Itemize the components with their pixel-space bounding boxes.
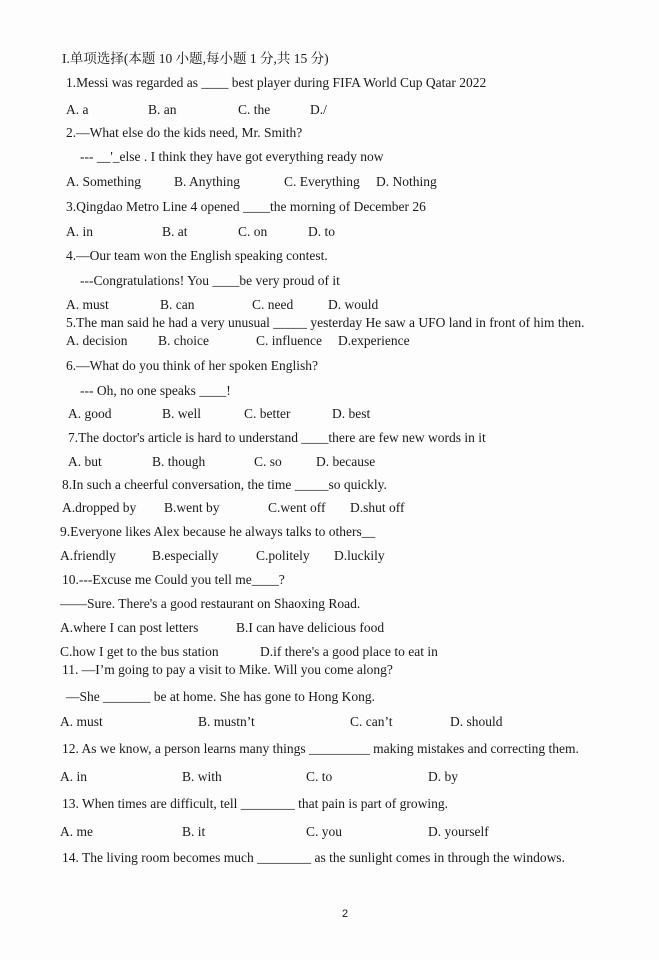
option-a: A. Something	[66, 174, 142, 189]
option-c: C. you	[306, 824, 343, 839]
option-a: A.dropped by	[62, 500, 137, 515]
question-3-stem: 3.Qingdao Metro Line 4 opened ____the morning of December 26	[66, 199, 426, 214]
option-d: D. because	[316, 454, 376, 469]
option-c: C. the	[238, 102, 271, 117]
option-c: C. to	[306, 769, 333, 784]
option-a: A. in	[66, 224, 93, 239]
option-a: A. must	[60, 714, 103, 729]
page-number: 2	[342, 908, 349, 920]
option-a: A. but	[68, 454, 102, 469]
option-a: A. decision	[66, 333, 128, 348]
option-d: D. would	[328, 297, 379, 312]
option-c: C. so	[254, 454, 282, 469]
question-2-stem: 2.—What else do the kids need, Mr. Smith?	[66, 125, 303, 140]
question-2-reply: --- __'_else . I think they have got everything ready now	[80, 149, 384, 164]
option-a: A.friendly	[60, 548, 116, 563]
question-8-stem: 8.In such a cheerful conversation, the time _____so quickly.	[62, 477, 387, 492]
option-d: D. should	[450, 714, 503, 729]
option-d: D. yourself	[428, 824, 489, 839]
option-b: B.went by	[164, 500, 220, 515]
option-d: D.experience	[338, 333, 410, 348]
option-c: C.went off	[268, 500, 326, 515]
question-10-stem: 10.---Excuse me Could you tell me____?	[62, 572, 285, 587]
option-d: D.shut off	[350, 500, 405, 515]
question-5-stem: 5.The man said he had a very unusual _____ yesterday He saw a UFO land in front of him then.	[66, 315, 585, 330]
option-a: A. me	[60, 824, 93, 839]
option-d: D.if there's a good place to eat in	[260, 644, 438, 659]
question-1-stem: 1.Messi was regarded as ____ best player during FIFA World Cup Qatar 2022	[66, 75, 487, 90]
question-4-stem: 4.—Our team won the English speaking contest.	[66, 248, 328, 263]
option-b: B. with	[182, 769, 222, 784]
option-d: D.luckily	[334, 548, 385, 563]
option-b: B. choice	[158, 333, 209, 348]
option-b: B. an	[148, 102, 177, 117]
option-a: A. in	[60, 769, 87, 784]
option-b: B. at	[162, 224, 188, 239]
option-c: C. Everything	[284, 174, 360, 189]
question-13-stem: 13. When times are difficult, tell ________ that pain is part of growing.	[62, 796, 449, 811]
option-d: D. by	[428, 769, 458, 784]
option-c: C. need	[252, 297, 294, 312]
option-d: D./	[310, 102, 327, 117]
option-b: B. mustn’t	[198, 714, 255, 729]
option-b: B. can	[160, 297, 195, 312]
question-6-stem: 6.—What do you think of her spoken English?	[66, 358, 318, 373]
option-a: A. must	[66, 297, 109, 312]
option-c: C. influence	[256, 333, 322, 348]
question-4-reply: ---Congratulations! You ____be very proud of it	[80, 273, 340, 288]
option-b: B. well	[162, 406, 201, 421]
option-b: B. it	[182, 824, 206, 839]
section-title: I.单项选择(本题 10 小题,每小题 1 分,共 15 分)	[62, 51, 329, 66]
question-10-reply: ——Sure. There's a good restaurant on Shaoxing Road.	[60, 596, 361, 611]
question-14-stem: 14. The living room becomes much ________ as the sunlight comes in through the windows.	[62, 850, 565, 865]
option-a: A. good	[68, 406, 112, 421]
option-a: A. a	[66, 102, 89, 117]
option-a: A.where I can post letters	[60, 620, 199, 635]
option-c: C.how I get to the bus station	[60, 644, 219, 659]
option-d: D. to	[308, 224, 335, 239]
question-7-stem: 7.The doctor's article is hard to understand ____there are few new words in it	[68, 430, 486, 445]
option-c: C. on	[238, 224, 268, 239]
option-b: B. though	[152, 454, 206, 469]
question-11-stem: 11. —I’m going to pay a visit to Mike. Will you come along?	[62, 662, 393, 677]
option-d: D. best	[332, 406, 371, 421]
question-11-reply: —She _______ be at home. She has gone to Hong Kong.	[66, 689, 375, 704]
option-b: B. Anything	[174, 174, 241, 189]
option-c: C. better	[244, 406, 291, 421]
question-6-reply: --- Oh, no one speaks ____!	[80, 383, 231, 398]
option-b: B.especially	[152, 548, 219, 563]
question-12-stem: 12. As we know, a person learns many things _________ making mistakes and correcting them.	[62, 741, 579, 756]
option-b: B.I can have delicious food	[236, 620, 385, 635]
option-c: C. can’t	[350, 714, 393, 729]
option-c: C.politely	[256, 548, 310, 563]
option-d: D. Nothing	[376, 174, 437, 189]
question-9-stem: 9.Everyone likes Alex because he always talks to others__	[60, 524, 376, 539]
